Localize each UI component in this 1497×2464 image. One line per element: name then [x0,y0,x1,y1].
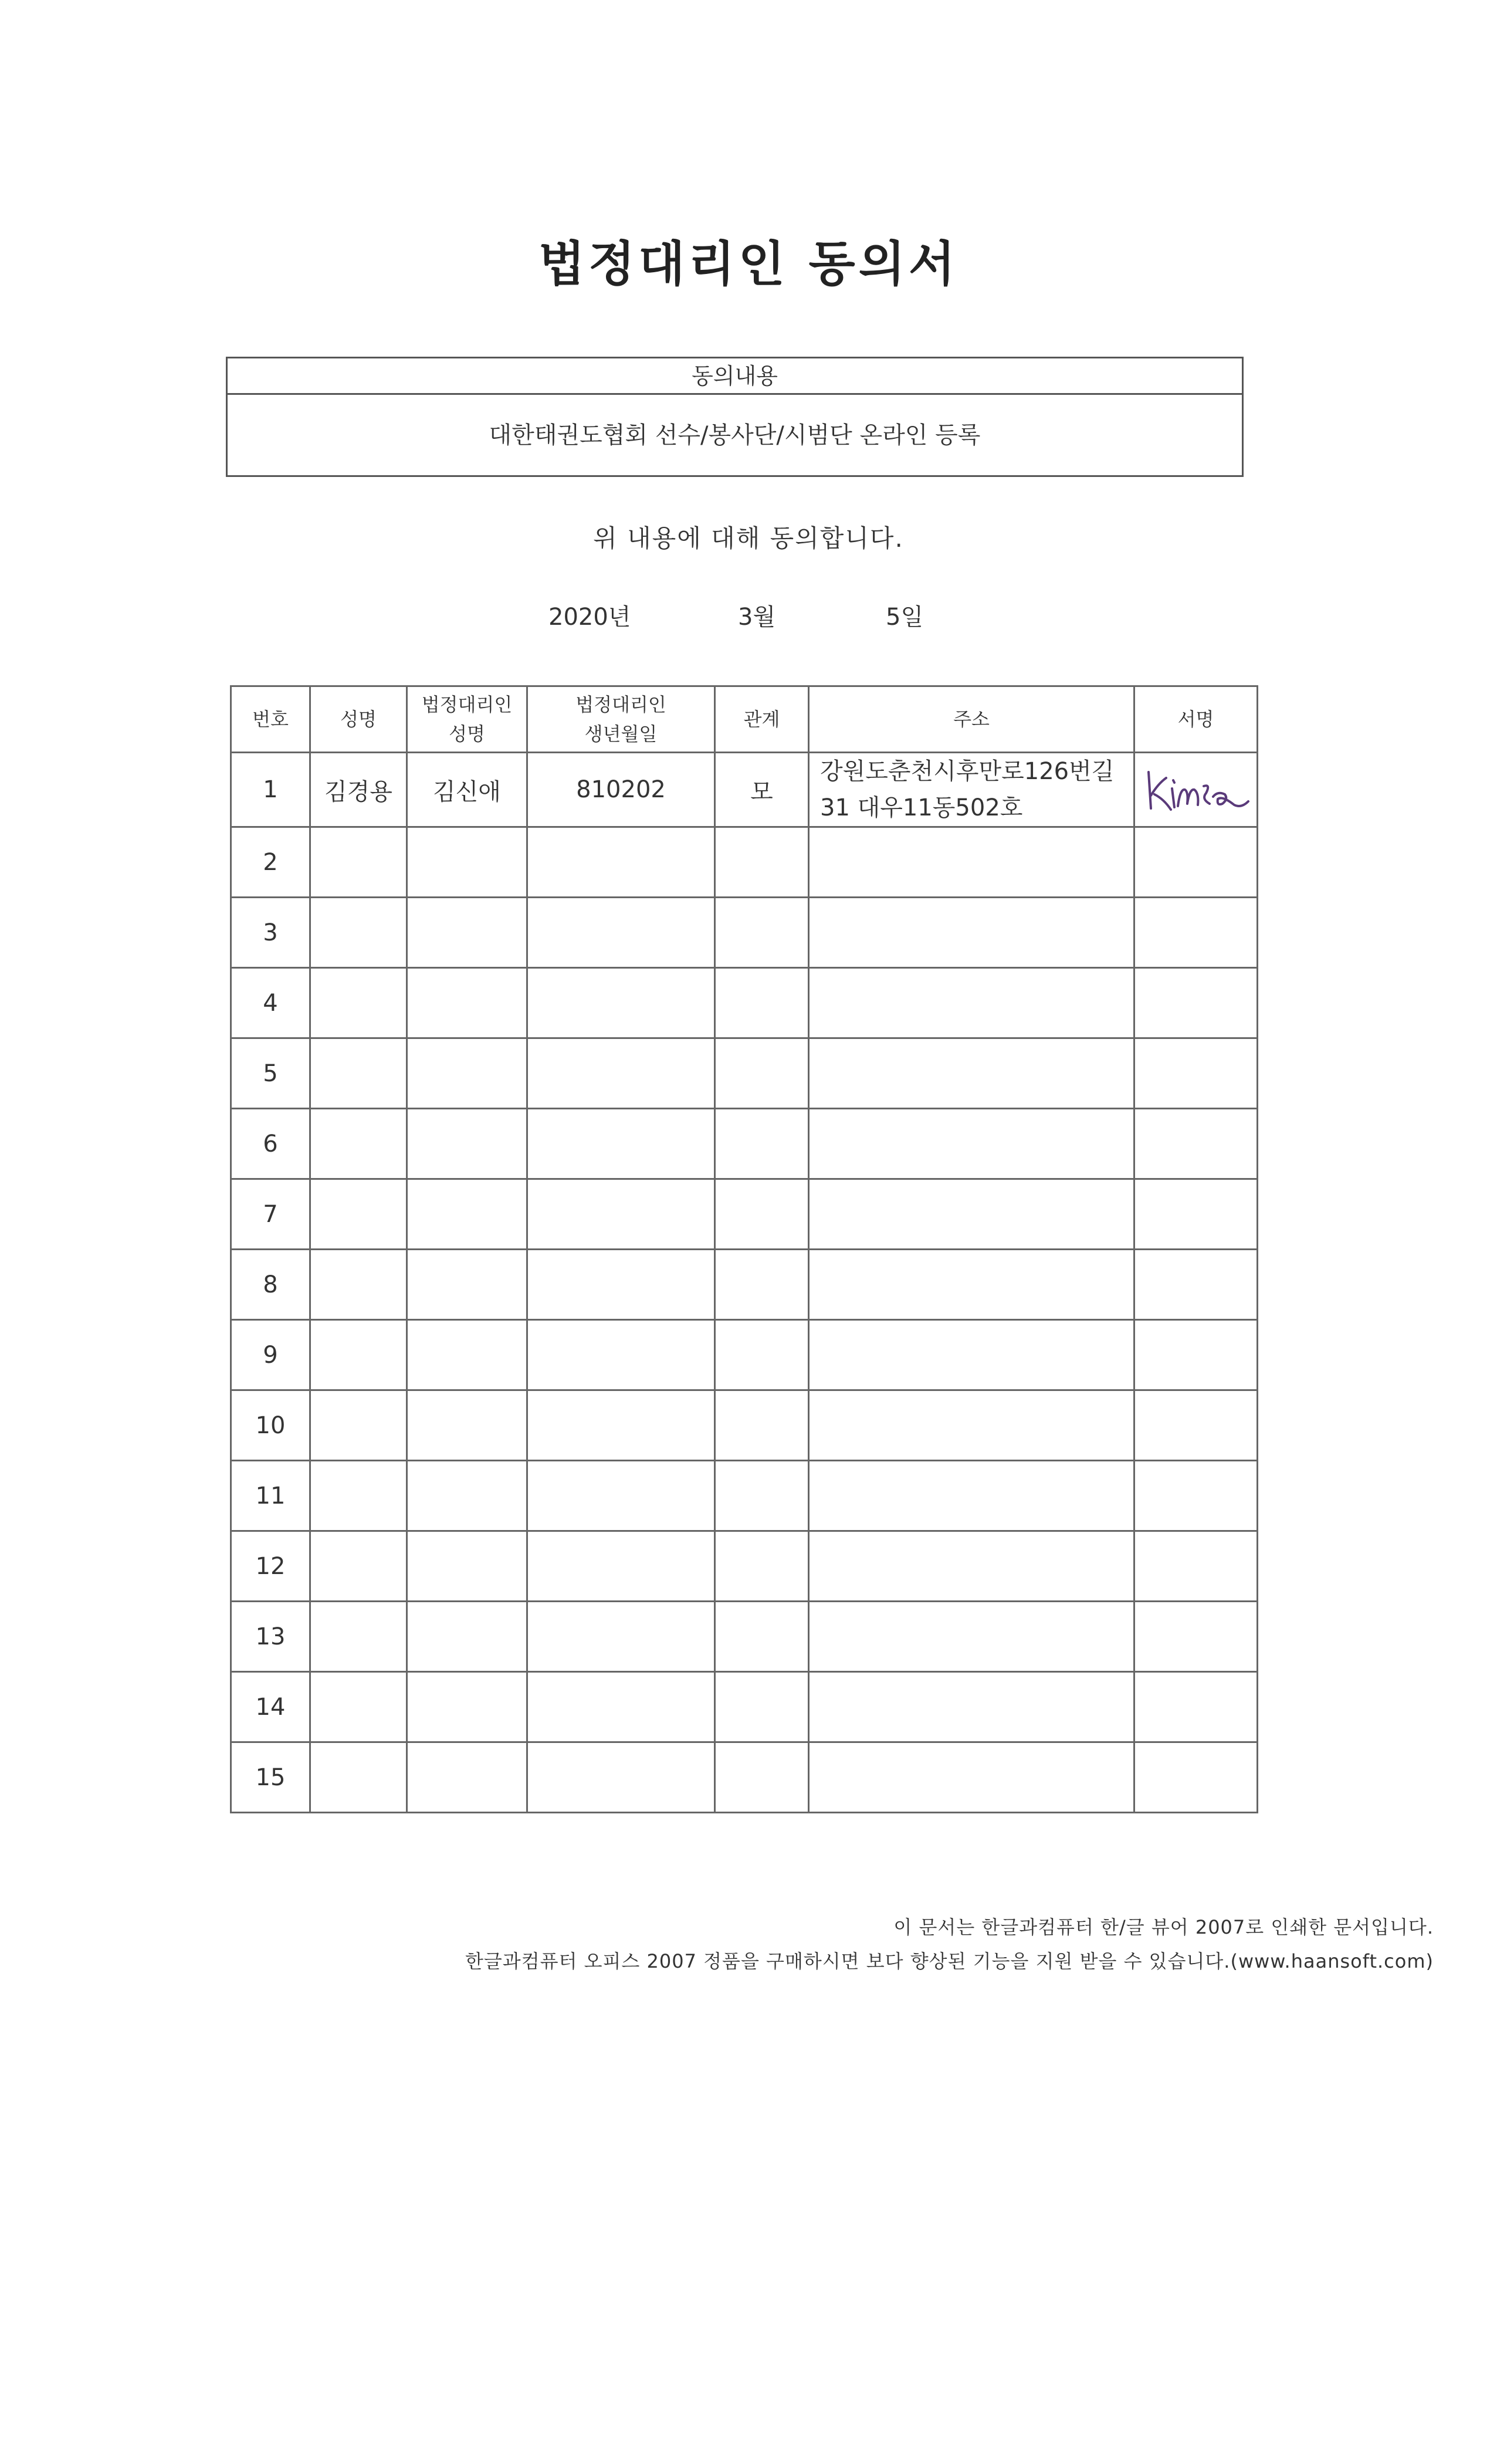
cell-guardian-name [407,1602,527,1672]
cell-address [809,1320,1134,1390]
cell-name [310,1390,407,1461]
cell-signature [1134,1672,1258,1742]
table-body [231,753,1258,1813]
header-guardian-birth-line2: 생년월일 [584,723,658,745]
table-row [231,1320,1258,1390]
cell-guardian-name [407,1672,527,1742]
cell-guardian-birth [527,1742,715,1813]
cell-address [809,968,1134,1038]
cell-no: 7 [231,1179,310,1250]
cell-name [310,1531,407,1602]
cell-guardian-birth [527,1390,715,1461]
cell-signature [1134,898,1258,968]
cell-address [809,1179,1134,1250]
cell-address [809,1461,1134,1531]
cell-no: 8 [231,1250,310,1320]
header-guardian-name [407,686,527,753]
cell-guardian-birth [527,827,715,898]
cell-signature [1134,1179,1258,1250]
table-row [231,1250,1258,1320]
cell-signature [1134,1742,1258,1813]
cell-guardian-name [407,1109,527,1179]
cell-relation [715,1320,809,1390]
cell-guardian-name: 김신애 [407,753,527,827]
cell-guardian-name [407,1531,527,1602]
cell-no: 3 [231,898,310,968]
header-signature: 서명 [1134,686,1258,753]
cell-signature [1134,1038,1258,1109]
cell-guardian-birth: 810202 [527,753,715,827]
cell-signature [1134,753,1258,827]
header-guardian-name-line2: 성명 [449,723,485,745]
cell-address [809,1038,1134,1109]
cell-guardian-birth [527,1672,715,1742]
cell-name [310,898,407,968]
cell-guardian-birth [527,1250,715,1320]
consent-content-box [226,357,1244,477]
cell-name [310,1250,407,1320]
cell-signature [1134,1320,1258,1390]
table-row [231,1179,1258,1250]
header-guardian-name-line1: 법정대리인 [421,693,513,716]
cell-relation [715,1742,809,1813]
cell-relation [715,1602,809,1672]
table-row [231,1461,1258,1531]
header-relation: 관계 [715,686,809,753]
cell-name [310,1742,407,1813]
table-row [231,898,1258,968]
header-guardian-birth-line1: 법정대리인 [575,693,666,716]
consent-content-header: 동의내용 [228,358,1242,395]
header-guardian-birth [527,686,715,753]
cell-signature [1134,1461,1258,1531]
cell-guardian-name [407,968,527,1038]
cell-relation [715,1250,809,1320]
table-row [231,1038,1258,1109]
cell-no: 10 [231,1390,310,1461]
cell-no: 11 [231,1461,310,1531]
cell-no: 6 [231,1109,310,1179]
cell-name: 김경용 [310,753,407,827]
cell-guardian-name [407,1461,527,1531]
cell-name [310,1179,407,1250]
cell-address [809,753,1134,827]
cell-signature [1134,1390,1258,1461]
date-year: 2020년 [548,604,631,631]
cell-no: 12 [231,1531,310,1602]
cell-address [809,1672,1134,1742]
cell-signature [1134,1602,1258,1672]
cell-guardian-birth [527,1461,715,1531]
cell-no: 4 [231,968,310,1038]
cell-guardian-birth [527,1320,715,1390]
cell-no: 2 [231,827,310,898]
cell-guardian-birth [527,1179,715,1250]
cell-name [310,1672,407,1742]
cell-relation [715,898,809,968]
cell-signature [1134,968,1258,1038]
cell-relation [715,1179,809,1250]
table-row [231,1390,1258,1461]
guardian-consent-table [230,685,1258,1813]
agreement-statement: 위 내용에 대해 동의합니다. [593,524,904,553]
cell-guardian-name [407,1320,527,1390]
cell-address [809,1531,1134,1602]
cell-relation [715,1390,809,1461]
cell-signature [1134,1109,1258,1179]
table-header-row [231,686,1258,753]
cell-guardian-birth [527,1531,715,1602]
footer-note-line2: 한글과컴퓨터 오피스 2007 정품을 구매하시면 보다 향상된 기능을 지원 받을 수 있습니다.(www.haansoft.com) [465,1950,1434,1972]
header-name: 성명 [310,686,407,753]
table-row [231,827,1258,898]
cell-guardian-birth [527,1109,715,1179]
cell-address [809,1250,1134,1320]
cell-name [310,1109,407,1179]
cell-address [809,1109,1134,1179]
cell-guardian-birth [527,968,715,1038]
cell-guardian-name [407,1742,527,1813]
cell-relation [715,1531,809,1602]
cell-no: 15 [231,1742,310,1813]
cell-name [310,1602,407,1672]
signature-icon [1140,760,1252,819]
cell-relation [715,1109,809,1179]
cell-signature [1134,1250,1258,1320]
table-row [231,1602,1258,1672]
cell-name [310,1038,407,1109]
cell-address [809,1742,1134,1813]
cell-guardian-name [407,1038,527,1109]
cell-name [310,1320,407,1390]
cell-guardian-birth [527,1602,715,1672]
cell-guardian-name [407,898,527,968]
cell-address [809,1390,1134,1461]
document-title: 법정대리인 동의서 [538,236,959,292]
header-address: 주소 [809,686,1134,753]
table-row [231,1531,1258,1602]
table-row [231,968,1258,1038]
cell-guardian-birth [527,1038,715,1109]
header-no: 번호 [231,686,310,753]
cell-signature [1134,1531,1258,1602]
cell-no: 14 [231,1672,310,1742]
cell-guardian-name [407,1250,527,1320]
cell-guardian-name [407,1390,527,1461]
cell-guardian-name [407,1179,527,1250]
cell-name [310,1461,407,1531]
cell-no: 9 [231,1320,310,1390]
cell-relation [715,1461,809,1531]
cell-name [310,827,407,898]
cell-no: 13 [231,1602,310,1672]
cell-relation: 모 [715,753,809,827]
cell-signature [1134,827,1258,898]
cell-no: 1 [231,753,310,827]
cell-address [809,827,1134,898]
cell-relation [715,1672,809,1742]
cell-guardian-name [407,827,527,898]
cell-relation [715,827,809,898]
address-line2: 31 대우11동502호 [820,794,1023,821]
cell-relation [715,1038,809,1109]
consent-content-text: 대한태권도협회 선수/봉사단/시범단 온라인 등록 [489,422,981,449]
cell-address [809,1602,1134,1672]
cell-no: 5 [231,1038,310,1109]
cell-address [809,898,1134,968]
address-line1: 강원도춘천시후만로126번길 [820,758,1115,785]
table-row [231,1109,1258,1179]
cell-relation [715,968,809,1038]
date-month: 3월 [738,604,776,631]
table-row [231,1672,1258,1742]
cell-name [310,968,407,1038]
date-day: 5일 [886,604,924,631]
footer-note-line1: 이 문서는 한글과컴퓨터 한/글 뷰어 2007로 인쇄한 문서입니다. [893,1916,1434,1938]
table-row [231,753,1258,827]
table-row [231,1742,1258,1813]
cell-guardian-birth [527,898,715,968]
